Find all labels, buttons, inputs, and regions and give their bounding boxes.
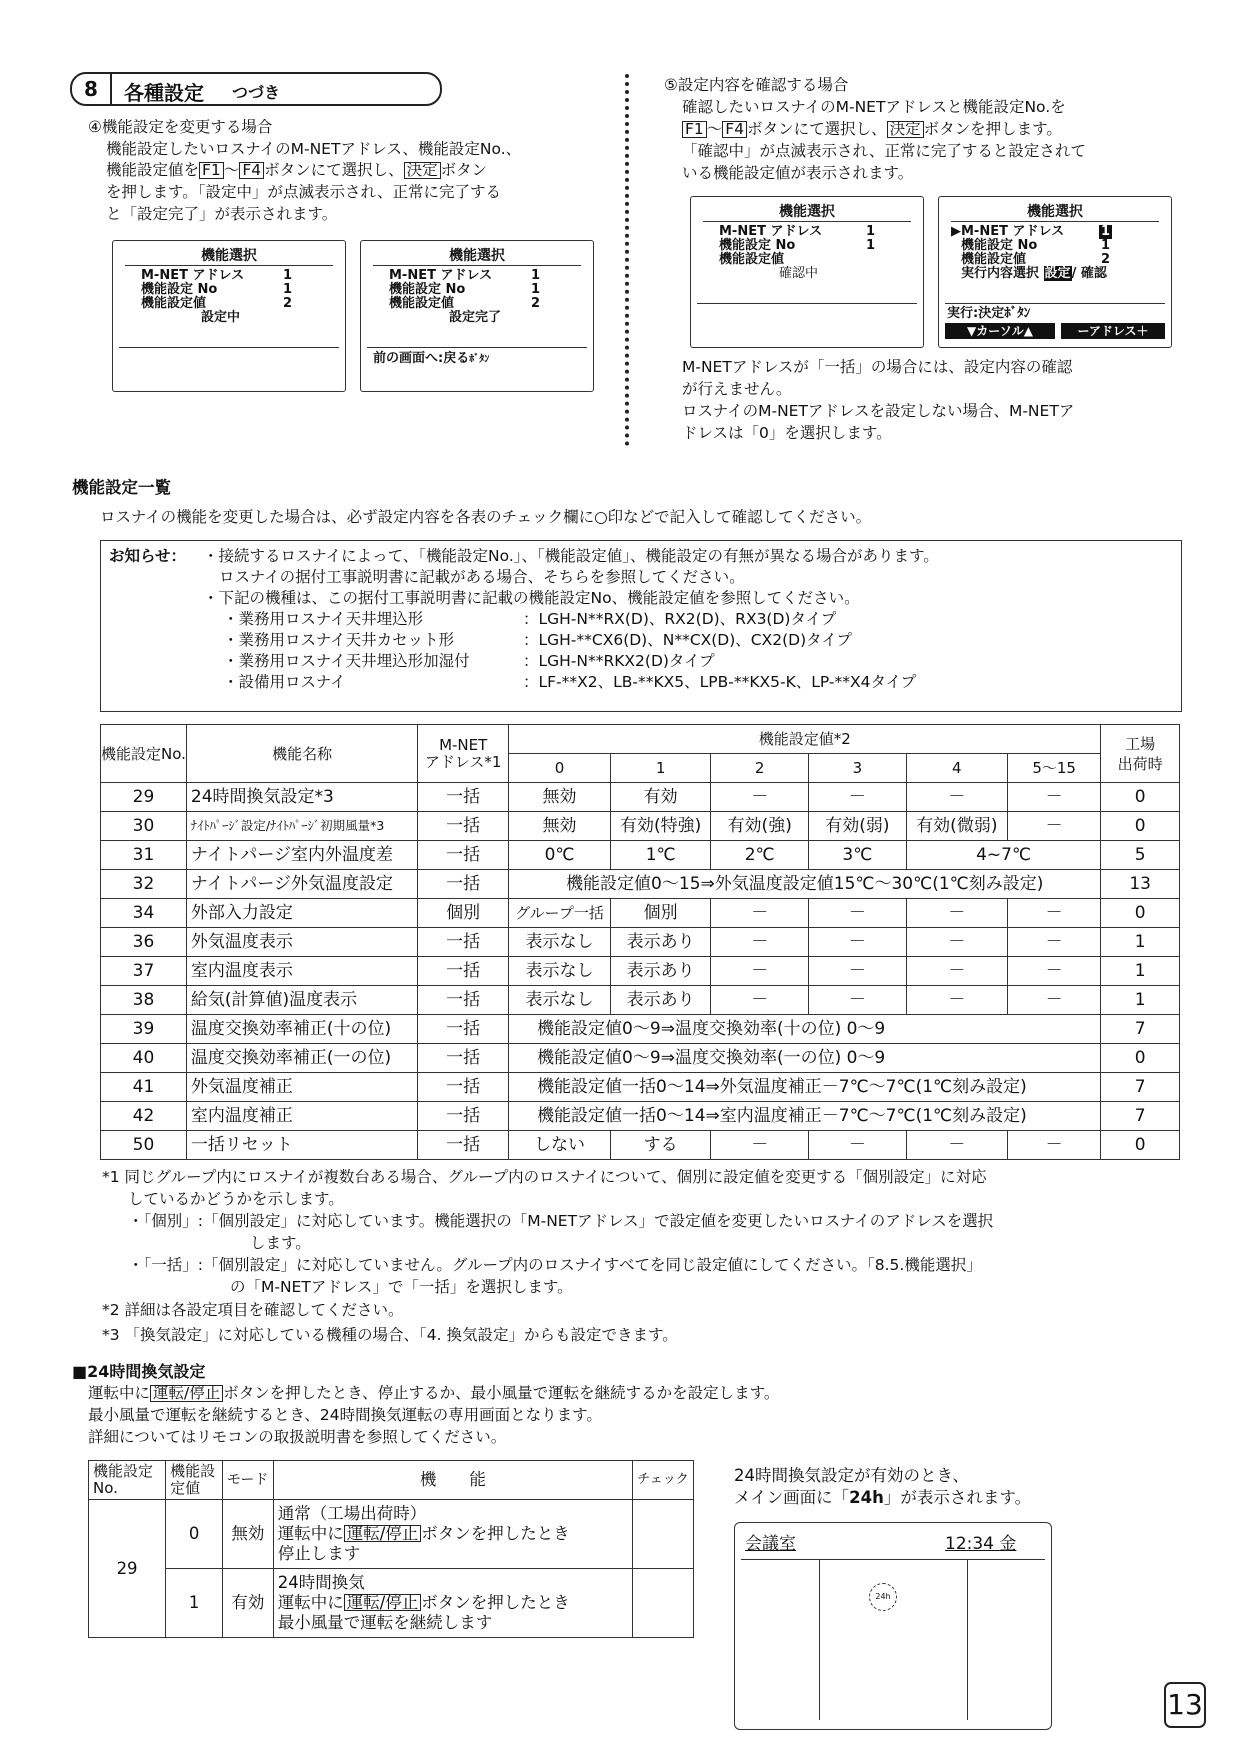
check-cell[interactable] bbox=[633, 1500, 694, 1569]
table-row: 36 外気温度表示 一括 表示なし 表示あり － － － － 1 bbox=[101, 928, 1180, 957]
h24-line3: 詳細についてはリモコンの取扱説明書を参照してください。 bbox=[88, 1428, 507, 1446]
header-values: 機能設定値*2 bbox=[509, 725, 1101, 754]
section-title: 各種設定 bbox=[124, 81, 204, 105]
header-name: 機能名称 bbox=[186, 725, 417, 783]
table-row: 29 24時間換気設定*3 一括 無効 有効 － － － － 0 bbox=[101, 783, 1180, 812]
run-stop-key[interactable]: 運転/停止 bbox=[150, 1385, 223, 1402]
panel-title: 機能選択 bbox=[201, 248, 257, 264]
page-number: 13 bbox=[1164, 1682, 1206, 1728]
status-text: 確認中 bbox=[779, 266, 819, 281]
footnote-2: *2 詳細は各設定項目を確認してください。 bbox=[102, 1301, 404, 1319]
section-number: 8 bbox=[72, 74, 112, 104]
back-hint: 前の画面へ:戻るﾎﾞﾀﾝ bbox=[373, 351, 490, 366]
h24-line2: 最小風量で運転を継続するとき、24時間換気運転の専用画面となります。 bbox=[88, 1406, 602, 1424]
panel-title: 機能選択 bbox=[449, 248, 505, 264]
setting-option[interactable]: 設定 bbox=[1044, 266, 1071, 281]
h24-line1: 運転中に 運転/停止 ボタンを押したとき、停止するか、最小風量で運転を継続するかを設定します。 bbox=[88, 1384, 780, 1402]
section-subtitle: つづき bbox=[232, 83, 281, 102]
status-text: 設定完了 bbox=[449, 310, 502, 325]
f1-key[interactable]: F1 bbox=[199, 162, 224, 179]
notice-box: お知らせ： ・接続するロスナイによって、「機能設定No.」、「機能設定値」、機能設定の有無が異なる場合があります。 ロスナイの据付工事説明書に記載がある場合、そちらを参照してください。 ・下記の機種は、この据付工事説明書に記載の機能設定No、機能設定値を参照してください。 ・業務用ロスナイ天井埋込形 ：LGH-N**RX(D)、RX2(D)、RX3(D)タイプ ・業務用ロスナイ天井カセット形 ：LGH-**CX6(D)、N**CX(D)、CX2(D)タイプ ・業務用ロスナイ天井埋込形加湿付 ：LGH-N**RKX2(D)タイプ ・設備用ロスナイ ：LF-**X2、LB-**KX5、LPB-**KX5-K、LP-**X4タイプ bbox=[100, 540, 1182, 712]
table-row: 32 ナイトパージ外気温度設定 一括 機能設定値0～15⇒外気温度設定値15℃～30℃(1℃刻み設定) 13 bbox=[101, 870, 1180, 899]
header-address: M-NET アドレス*1 bbox=[418, 725, 509, 783]
f4-key[interactable]: F4 bbox=[239, 162, 264, 179]
note-line2: が行えません。 bbox=[682, 380, 792, 398]
list-title: 機能設定一覧 bbox=[72, 478, 171, 497]
footnote-1: *1 同じグループ内にロスナイが複数台ある場合、グループ内のロスナイについて、個別に設定値を変更する「個別設定」に対応 bbox=[102, 1168, 987, 1186]
step4-line4: と「設定完了」が表示されます。 bbox=[106, 205, 338, 223]
table-row: 40 温度交換効率補正(一の位) 一括 機能設定値0～9⇒温度交換効率(一の位) 0～9 0 bbox=[101, 1044, 1180, 1073]
step5-line3: 「確認中」が点滅表示され、正常に完了すると設定されて bbox=[682, 142, 1086, 160]
lcd-panel-setting: 機能選択 M-NET アドレス 1 機能設定 No 1 機能設定値 2 設定中 bbox=[112, 240, 346, 392]
remote-main-screen bbox=[734, 1522, 1052, 1730]
table-row: 34 外部入力設定 個別 グループ一括 個別 － － － － 0 bbox=[101, 899, 1180, 928]
enter-key[interactable]: 決定 bbox=[404, 162, 441, 179]
function-settings-table: 機能設定No. 機能名称 M-NET アドレス*1 機能設定値*2 工場 出荷時 0 1 2 3 4 5～15 29 24時間換気設定*3 一括 無効 有効 － － － － 0 30 ﾅｲﾄﾊﾟｰｼﾞ設定/ﾅｲﾄﾊﾟｰｼﾞ初期風量*3 一括 無効 有効(特強) 有効(強) 有効(弱) 有効(微弱) － 0 31 ナイトパージ室内外温度差 一括 0℃ 1℃ 2℃ 3℃ 4~7℃ 5 32 ナイトパージ外気温度設定 一括 機能設定値0～15⇒外気温度設定値15℃～30℃(1℃刻み設定) 13 34 外部入力設定 個別 グループ一括 個別 － － － － 0 36 外気温度表示 一括 表示なし 表示あり － － － － 1 37 室内温度表示 一括 表示なし 表示あり － － － － 1 38 給気(計算値)温度表示 一括 表示なし 表示あり － － － － 1 39 温度交換効率補正(十の位) 一括 機能設定値0～9⇒温度交換効率(十の位) 0～9 7 40 温度交換効率補正(一の位) 一括 機能設定値0～9⇒温度交換効率(一の位) 0～9 0 41 外気温度補正 一括 機能設定値一括0～14⇒外気温度補正－7℃～7℃(1℃刻み設定) 7 42 室内温度補正 一括 機能設定値一括0～14⇒室内温度補正－7℃～7℃(1℃刻み設定) 7 50 一括リセット 一括 しない する － － － － 0 bbox=[100, 724, 1180, 1160]
run-stop-key[interactable]: 運転/停止 bbox=[344, 1525, 422, 1542]
table-row: 50 一括リセット 一括 しない する － － － － 0 bbox=[101, 1131, 1180, 1160]
panel-title: 機能選択 bbox=[1027, 204, 1083, 220]
address-softkey[interactable]: ーアドレス＋ bbox=[1061, 323, 1165, 339]
table-row: 29 0 無効 通常（工場出荷時） 運転中に 運転/停止 ボタンを押したとき 停止します bbox=[89, 1500, 694, 1569]
f4-key[interactable]: F4 bbox=[722, 121, 747, 138]
note-line1: M-NETアドレスが「一括」の場合には、設定内容の確認 bbox=[682, 358, 1073, 376]
enter-key[interactable]: 決定 bbox=[887, 121, 924, 138]
step5-line2: F1 ～ F4 ボタンにて選択し、 決定 ボタンを押します。 bbox=[682, 120, 1062, 139]
step4-heading: ④機能設定を変更する場合 bbox=[88, 118, 273, 136]
step5-line4: いる機能設定値が表示されます。 bbox=[682, 164, 914, 182]
table-row: 38 給気(計算値)温度表示 一括 表示なし 表示あり － － － － 1 bbox=[101, 986, 1180, 1015]
step4-line2: 機能設定値を F1 ～ F4 ボタンにて選択し、 決定 ボタン bbox=[106, 161, 488, 179]
note-line4: ドレスは「0」を選択します。 bbox=[682, 424, 892, 442]
list-intro: ロスナイの機能を変更した場合は、必ず設定内容を各表のチェック欄に○印などで記入して確認してください。 bbox=[100, 508, 872, 526]
step5-line1: 確認したいロスナイのM-NETアドレスと機能設定No.を bbox=[682, 98, 1066, 116]
run-stop-key[interactable]: 運転/停止 bbox=[344, 1594, 422, 1611]
panel-title: 機能選択 bbox=[779, 204, 835, 220]
table-row: 37 室内温度表示 一括 表示なし 表示あり － － － － 1 bbox=[101, 957, 1180, 986]
lcd-panel-complete: 機能選択 M-NET アドレス 1 機能設定 No 1 機能設定値 2 設定完了 前の画面へ:戻るﾎﾞﾀﾝ bbox=[360, 240, 594, 392]
header-no: 機能設定No. bbox=[101, 725, 187, 783]
note-line3: ロスナイのM-NETアドレスを設定しない場合、M-NETア bbox=[682, 402, 1075, 420]
clock: 12:34 金 bbox=[945, 1534, 1017, 1554]
step4-line1: 機能設定したいロスナイのM-NETアドレス、機能設定No.、 bbox=[106, 140, 522, 158]
header-factory: 工場 出荷時 bbox=[1101, 725, 1180, 783]
column-divider bbox=[625, 74, 629, 446]
h24-side-line1: 24時間換気設定が有効のとき、 bbox=[734, 1466, 969, 1485]
f1-key[interactable]: F1 bbox=[682, 121, 707, 138]
lcd-panel-confirm-result: 機能選択 ▶M-NET アドレス 1 機能設定 No 1 機能設定値 2 実行内容選択 設定/ 確認 実行:決定ﾎﾞﾀﾝ ▼カーソル▲ ーアドレス＋ bbox=[938, 196, 1172, 348]
table-row: 1 有効 24時間換気 運転中に 運転/停止 ボタンを押したとき 最小風量で運転を継続します bbox=[89, 1569, 694, 1638]
h24-title: ■24時間換気設定 bbox=[72, 1362, 206, 1381]
section-header bbox=[70, 72, 442, 106]
exec-hint: 実行:決定ﾎﾞﾀﾝ bbox=[947, 306, 1031, 321]
step4-line3: を押します。「設定中」が点滅表示され、正常に完了する bbox=[106, 183, 501, 201]
table-row: 41 外気温度補正 一括 機能設定値一括0～14⇒外気温度補正－7℃～7℃(1℃刻み設定) 7 bbox=[101, 1073, 1180, 1102]
lcd-panel-confirming: 機能選択 M-NET アドレス 1 機能設定 No 1 機能設定値 確認中 bbox=[690, 196, 924, 348]
table-row: 31 ナイトパージ室内外温度差 一括 0℃ 1℃ 2℃ 3℃ 4~7℃ 5 bbox=[101, 841, 1180, 870]
24h-badge-icon: 24h bbox=[869, 1583, 897, 1611]
room-name: 会議室 bbox=[745, 1534, 796, 1554]
h24-table: 機能設定No. 機能設定値 モード 機 能 チェック 29 0 無効 通常（工場出荷時） 運転中に 運転/停止 ボタンを押したとき 停止します 1 有効 24時間換気 運転中に 運転/停止 ボタンを押したとき 最小風量で運転を継続します bbox=[88, 1460, 694, 1638]
table-row: 39 温度交換効率補正(十の位) 一括 機能設定値0～9⇒温度交換効率(十の位) 0～9 7 bbox=[101, 1015, 1180, 1044]
table-row: 30 ﾅｲﾄﾊﾟｰｼﾞ設定/ﾅｲﾄﾊﾟｰｼﾞ初期風量*3 一括 無効 有効(特強) 有効(強) 有効(弱) 有効(微弱) － 0 bbox=[101, 812, 1180, 841]
notice-label: お知らせ： bbox=[109, 547, 187, 565]
h24-side-line2: メイン画面に「24h」が表示されます。 bbox=[734, 1488, 1032, 1507]
table-row: 42 室内温度補正 一括 機能設定値一括0～14⇒室内温度補正－7℃～7℃(1℃刻み設定) 7 bbox=[101, 1102, 1180, 1131]
cursor-softkey[interactable]: ▼カーソル▲ bbox=[945, 323, 1055, 339]
check-cell[interactable] bbox=[633, 1569, 694, 1638]
footnote-3: *3 「換気設定」に対応している機種の場合、「4. 換気設定」からも設定できます。 bbox=[102, 1326, 678, 1344]
status-text: 設定中 bbox=[201, 310, 241, 325]
step5-heading: ⑤設定内容を確認する場合 bbox=[664, 76, 849, 94]
